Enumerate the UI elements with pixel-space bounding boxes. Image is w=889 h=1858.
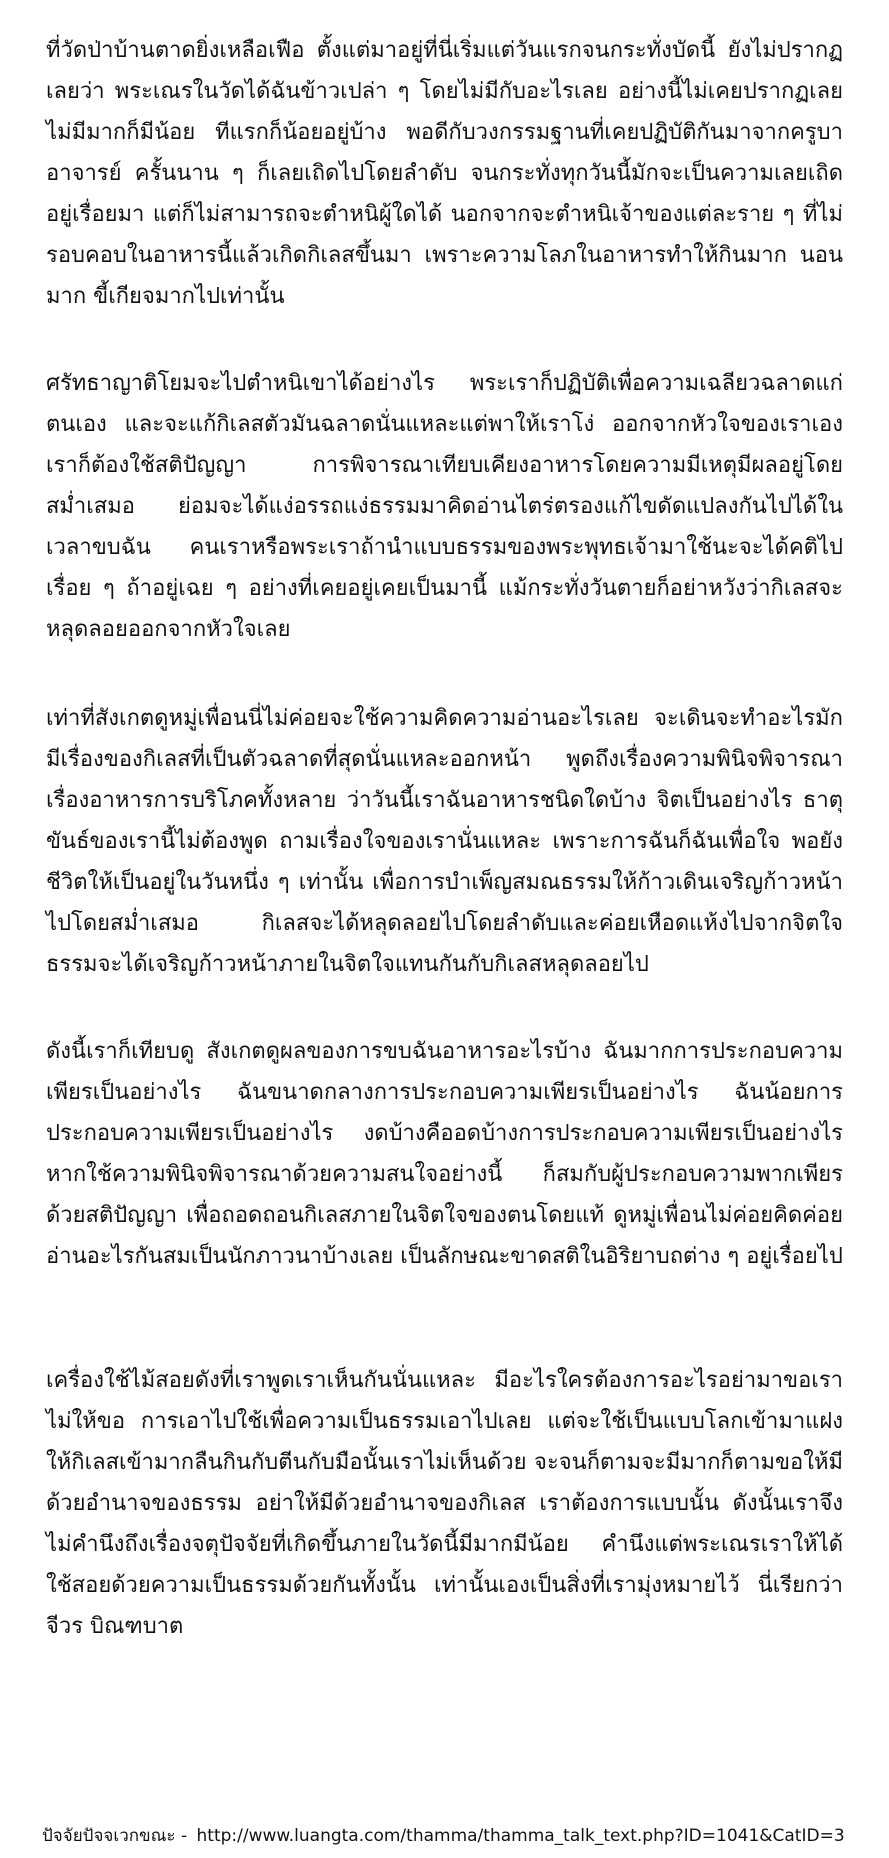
source-citation xyxy=(42,1824,879,1848)
source-title: ปัจจัยปัจจเวกขณะ - xyxy=(42,1826,188,1846)
paragraph-4: ดังนี้เราก็เทียบดู สังเกตดูผลของการขบฉันอาหารอะไรบ้าง ฉันมากการประกอบความเพียรเป็นอย่างไร ฉันขนาดกลางการประกอบความเพียรเป็นอย่างไร ฉันน้อยการประกอบความเพียรเป็นอย่างไร งดบ้างคืออดบ้างการประกอบความเพียรเป็นอย่างไร หากใช้ความพินิจพิจารณาด้วยความสนใจอย่างนี้ ก็สมกับผู้ประกอบความพากเพียรด้วยสติปัญญา เพื่อถอดถอนกิเลสภายในจิตใจของตนโดยแท้ ดูหมู่เพื่อนไม่ค่อยคิดค่อยอ่านอะไรกันสมเป็นนักภาวนาบ้างเลย เป็นลักษณะขาดสติในอิริยาบถต่าง ๆ อยู่เรื่อยไป xyxy=(46,1039,843,1269)
source-url-link[interactable]: http://www.luangta.com/thamma/thamma_talk_text.php?ID=1041&CatID=3 xyxy=(196,1826,845,1846)
dhamma-talk-text xyxy=(46,30,843,1659)
paragraph-3: เท่าที่สังเกตดูหมู่เพื่อนนี่ไม่ค่อยจะใช้ความคิดความอ่านอะไรเลย จะเดินจะทำอะไรมักมีเรื่องของกิเลสที่เป็นตัวฉลาดที่สุดนั่นแหละออกหน้า พูดถึงเรื่องความพินิจพิจารณาเรื่องอาหารการบริโภคทั้งหลาย ว่าวันนี้เราฉันอาหารชนิดใดบ้าง จิตเป็นอย่างไร ธาตุขันธ์ของเรานี้ไม่ต้องพูด ถามเรื่องใจของเรานั่นแหละ เพราะการฉันก็ฉันเพื่อใจ พอยังชีวิตให้เป็นอยู่ในวันหนึ่ง ๆ เท่านั้น เพื่อการบำเพ็ญสมณธรรมให้ก้าวเดินเจริญก้าวหน้าไปโดยสม่ำเสมอ กิเลสจะได้หลุดลอยไปโดยลำดับและค่อยเหือดแห้งไปจากจิตใจ ธรรมจะได้เจริญก้าวหน้าภายในจิตใจแทนกันกับกิเลสหลุดลอยไป xyxy=(46,706,843,977)
paragraph-5: เครื่องใช้ไม้สอยดังที่เราพูดเราเห็นกันนั่นแหละ มีอะไรใครต้องการอะไรอย่ามาขอเราไม่ให้ขอ การเอาไปใช้เพื่อความเป็นธรรมเอาไปเลย แต่จะใช้เป็นแบบโลกเข้ามาแฝง ให้กิเลสเข้ามากลืนกินกับตีนกับมือนั้นเราไม่เห็นด้วย จะจนก็ตามจะมีมากก็ตามขอให้มีด้วยอำนาจของธรรม อย่าให้มีด้วยอำนาจของกิเลส เราต้องการแบบนั้น ดังนั้นเราจึงไม่คำนึงถึงเรื่องจตุปัจจัยที่เกิดขึ้นภายในวัดนี้มีมากมีน้อย คำนึงแต่พระเณรเราให้ได้ใช้สอยด้วยความเป็นธรรมด้วยกันทั้งนั้น เท่านั้นเองเป็นสิ่งที่เรามุ่งหมายไว้ นี่เรียกว่า จีวร บิณฑบาต xyxy=(46,1368,843,1639)
paragraph-2: ศรัทธาญาติโยมจะไปตำหนิเขาได้อย่างไร พระเราก็ปฏิบัติเพื่อความเฉลียวฉลาดแก่ตนเอง และจะแก้กิเลสตัวมันฉลาดนั่นแหละแต่พาให้เราโง่ ออกจากหัวใจของเราเอง เราก็ต้องใช้สติปัญญา การพิจารณาเทียบเคียงอาหารโดยความมีเหตุมีผลอยู่โดยสม่ำเสมอ ย่อมจะได้แง่อรรถแง่ธรรมมาคิดอ่านไตร่ตรองแก้ไขดัดแปลงกันไปได้ในเวลาขบฉัน คนเราหรือพระเราถ้านำแบบธรรมของพระพุทธเจ้ามาใช้นะจะได้คติไปเรื่อย ๆ ถ้าอยู่เฉย ๆ อย่างที่เคยอยู่เคยเป็นมานี้ แม้กระทั่งวันตายก็อย่าหวังว่ากิเลสจะหลุดลอยออกจากหัวใจเลย xyxy=(46,371,843,642)
paragraph-1: ที่วัดป่าบ้านตาดยิ่งเหลือเฟือ ตั้งแต่มาอยู่ที่นี่เริ่มแต่วันแรกจนกระทั่งบัดนี้ ยังไม่ปรากฏเลยว่า พระเณรในวัดได้ฉันข้าวเปล่า ๆ โดยไม่มีกับอะไรเลย อย่างนี้ไม่เคยปรากฏเลย ไม่มีมากก็มีน้อย ทีแรกก็น้อยอยู่บ้าง พอดีกับวงกรรมฐานที่เคยปฏิบัติกันมาจากครูบาอาจารย์ ครั้นนาน ๆ ก็เลยเถิดไปโดยลำดับ จนกระทั่งทุกวันนี้มักจะเป็นความเลยเถิดอยู่เรื่อยมา แต่ก็ไม่สามารถจะตำหนิผู้ใดได้ นอกจากจะตำหนิเจ้าของแต่ละราย ๆ ที่ไม่รอบคอบในอาหารนี้แล้วเกิดกิเลสขึ้นมา เพราะความโลภในอาหารทำให้กินมาก นอนมาก ขี้เกียจมากไปเท่านั้น xyxy=(46,38,843,309)
